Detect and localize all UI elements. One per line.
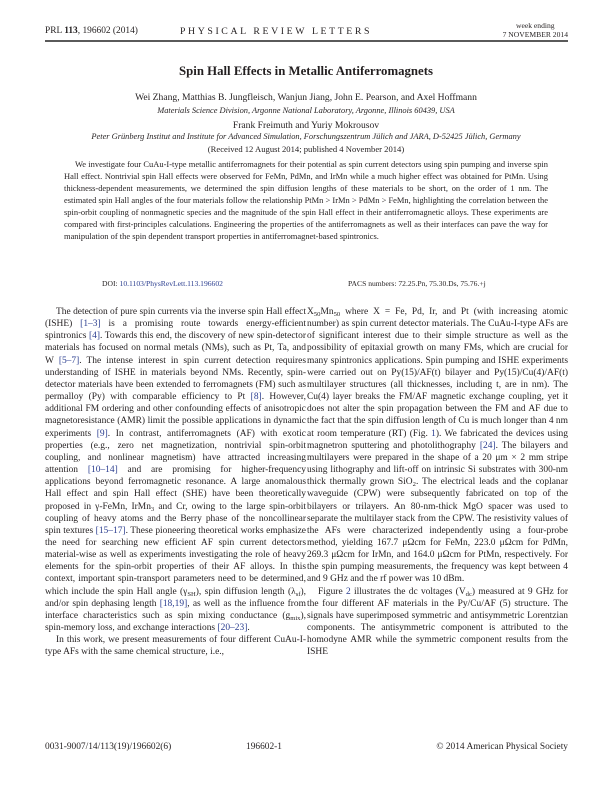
subscript: dc [465,590,472,598]
journal-name: PHYSICAL REVIEW LETTERS [180,26,373,37]
reference-link[interactable]: 2 [345,586,351,597]
paragraph: The detection of pure spin currents via the inverse spin Hall effect (ISHE) [1–3] is a promising route towards energy-efficient spintronics [4]. Towards this end, the discovery of new spin-detector materials has focused on normal metals (NMs), such as Pt, Ta, and W [5–7]. The intense interest in spin current detection requires understanding of ISHE in materials beyond NMs. Recently, spin-detector materials have been extended to ferromagnets (FM) such as permalloy (Py) with comparable efficiency to Pt [8]. However, additional FM ordering and other confounding effects of anisotropic magnetoresistance (AMR) limit the possible applications in dynamic experiments [9]. In contrast, antiferromagnets (AF) with exotic properties (e.g., zero net magnetization, nontrivial spin-orbit coupling, and nonlinear magnetism) have attracted increasing attention [10–14] and are promising for higher-frequency applications beyond ferromagnetic resonance. A large anomalous Hall effect and spin Hall effect (SHE) have been theoretically proposed in γ-FeMn, IrMn$_3$ and Cr, owing to the large spin-orbit coupling of heavy atoms and the Berry phase of the noncollinear spin textures [15–17]. These pioneering theoretical works emphasize the need for searching new efficient AF spin current detectors material-wise as well as experiments investigating the role of heavy elements for the spin-orbit properties of their AF alloys. In this context, important spin-transport parameters need to be determined, which include the spin Hall angle $(\gamma_{SH})$, spin diffusion length $(\lambda_{sf})$, and/or spin dephasing length [18,19], as well as the influence from interface characteristics such as spin mixing conductance $(g_{mix})$, spin-memory loss, and exchange interactions [20–23]. [45,307,307,634]
reference-link[interactable]: [24] [479,440,496,451]
subscript: 2 [412,481,416,489]
paragraph: $X_{50}Mn_{50}$ where X = Fe, Pd, Ir, and Pt (with increasing atomic number) as spin current detector materials. The CuAu-I-type AFs are of significant interest due to their simple structure as well as the possibility of epitaxial growth on many FMs, which are crucial for many spintronics applications. Spin pumping and ISHE experiments were carried out on Py(15)/AF(t) bilayer and Py(15)/Cu(4)/AF(t) multilayer structures (all thicknesses, including t, are in nm). The Cu(4) layer breaks the FM/AF magnetic exchange coupling, yet it does not alter the spin propagation between the FM and AF due to the fact that the spin diffusion length of Cu is much longer than 4 nm at room temperature (RT) (Fig. 1). We fabricated the devices using magnetron sputtering and photolithography [24]. The bilayers and multilayers were prepared in the shape of a 20 μm × 2 mm stripe using lithography and lift-off on intrinsic Si substrates with 300-nm thick thermally grown SiO$_2$. The electrical leads and the coplanar waveguide (CPW) were subsequently fabricated on top of the bilayers or trilayers. An 80-nm-thick MgO spacer was used to separate the multilayer stack from the CPW. The resistivity values of the AFs were characterized independently using a four-probe method, yielding 167.7 μΩcm for FeMn, 223.0 μΩcm for PdMn, 269.3 μΩcm for IrMn, and 164.0 μΩcm for PtMn, respectively. For the spin pumping measurements, the frequency was kept between 4 and 9 GHz and the rf power was 10 dBm. [307,307,568,585]
reference-link[interactable]: [20–23] [217,623,248,634]
page-number: 196602-1 [246,742,282,752]
subscript: sf [295,590,301,598]
reference-link[interactable]: [4] [89,331,101,342]
copyright: © 2014 American Physical Society [436,742,568,752]
doi [102,279,223,288]
reference-link[interactable]: [5–7] [58,355,80,366]
journal-citation [45,26,138,36]
article-title: Spin Hall Effects in Metallic Antiferromagnets [179,64,433,78]
affiliation-1: Materials Science Division, Argonne National Laboratory, Argonne, Illinois 60439, USA [157,106,455,115]
footer-code: 0031-9007/14/113(19)/196602(6) [45,742,172,752]
reference-link[interactable]: 1 [431,428,436,439]
subscript: 50 [313,311,321,318]
subscript: mix [290,614,301,622]
week-ending [503,21,568,39]
received-date: (Received 12 August 2014; published 4 November 2014) [207,144,405,154]
week-ending-date: 7 NOVEMBER 2014 [502,30,568,39]
journal-abbrev: PRL [45,26,62,36]
subscript: SH [187,590,196,598]
body-column-right [307,306,568,659]
reference-link[interactable]: [18,19] [159,598,188,609]
reference-link[interactable]: [1–3] [80,319,101,330]
reference-link[interactable]: [15–17] [95,525,126,536]
affiliation-2: Peter Grünberg Institut and Institute for Advanced Simulation, Forschungszentrum Jülich and JARA, D-52425 Jülich, Germany [91,132,521,141]
paragraph: In this work, we present measurements of four different CuAu-I-type AFs with the same chemical structure, i.e., [45,635,306,658]
paragraph: Figure 2 illustrates the dc voltages $(V_{dc})$ measured at 9 GHz for the four different AF materials in the Py/Cu/AF (5) structure. The signals have superimposed symmetric and antisymmetric Lorentzian components. The antisymmetric component is attributed to the homodyne AMR while the symmetric component results from the ISHE [307,586,568,658]
author-list-1: Wei Zhang, Matthias B. Jungfleisch, Wanjun Jiang, John E. Pearson, and Axel Hoffmann [135,92,477,103]
abstract: We investigate four CuAu-I-type metallic antiferromagnets for their potential as spin current detectors using spin pumping and inverse spin Hall effect. Nontrivial spin Hall effects were observed for FeMn, PdMn, and IrMn while a much higher effect was obtained for PtMn. Using thickness-dependent measurements, we determined the spin diffusion lengths of these materials to be short, on the order of 1 nm. The estimated spin Hall angles of the four materials follow the relationship PtMn > IrMn > PdMn > FeMn, highlighting the correlation between the spin-orbit coupling of nonmagnetic species and the magnitude of the spin Hall effect in their antiferromagnetic alloys. These experiments are compared with first-principles calculations. Engineering the properties of the antiferromagnets as well as their interfaces can pave the way for manipulation of the spin dependent transport properties in antiferromagnet-based spintronics. [64,159,548,241]
week-ending-label: week ending [516,21,555,30]
body-column-left [45,306,306,659]
doi-link[interactable]: 10.1103/PhysRevLett.113.196602 [119,279,223,288]
article-citation: , 196602 (2014) [77,26,138,36]
reference-link[interactable]: [9] [96,428,108,439]
subscript: 3 [150,505,155,513]
reference-link[interactable]: [8] [250,392,262,403]
header-rule [45,40,568,42]
volume-number: 113 [64,26,78,36]
subscript: 50 [333,311,341,318]
reference-link[interactable]: [10–14] [87,465,118,476]
author-list-2: Frank Freimuth and Yuriy Mokrousov [232,120,380,131]
pacs-numbers: PACS numbers: 72.25.Pn, 75.30.Ds, 75.76.+j [348,279,486,288]
doi-label: DOI: [102,279,120,288]
